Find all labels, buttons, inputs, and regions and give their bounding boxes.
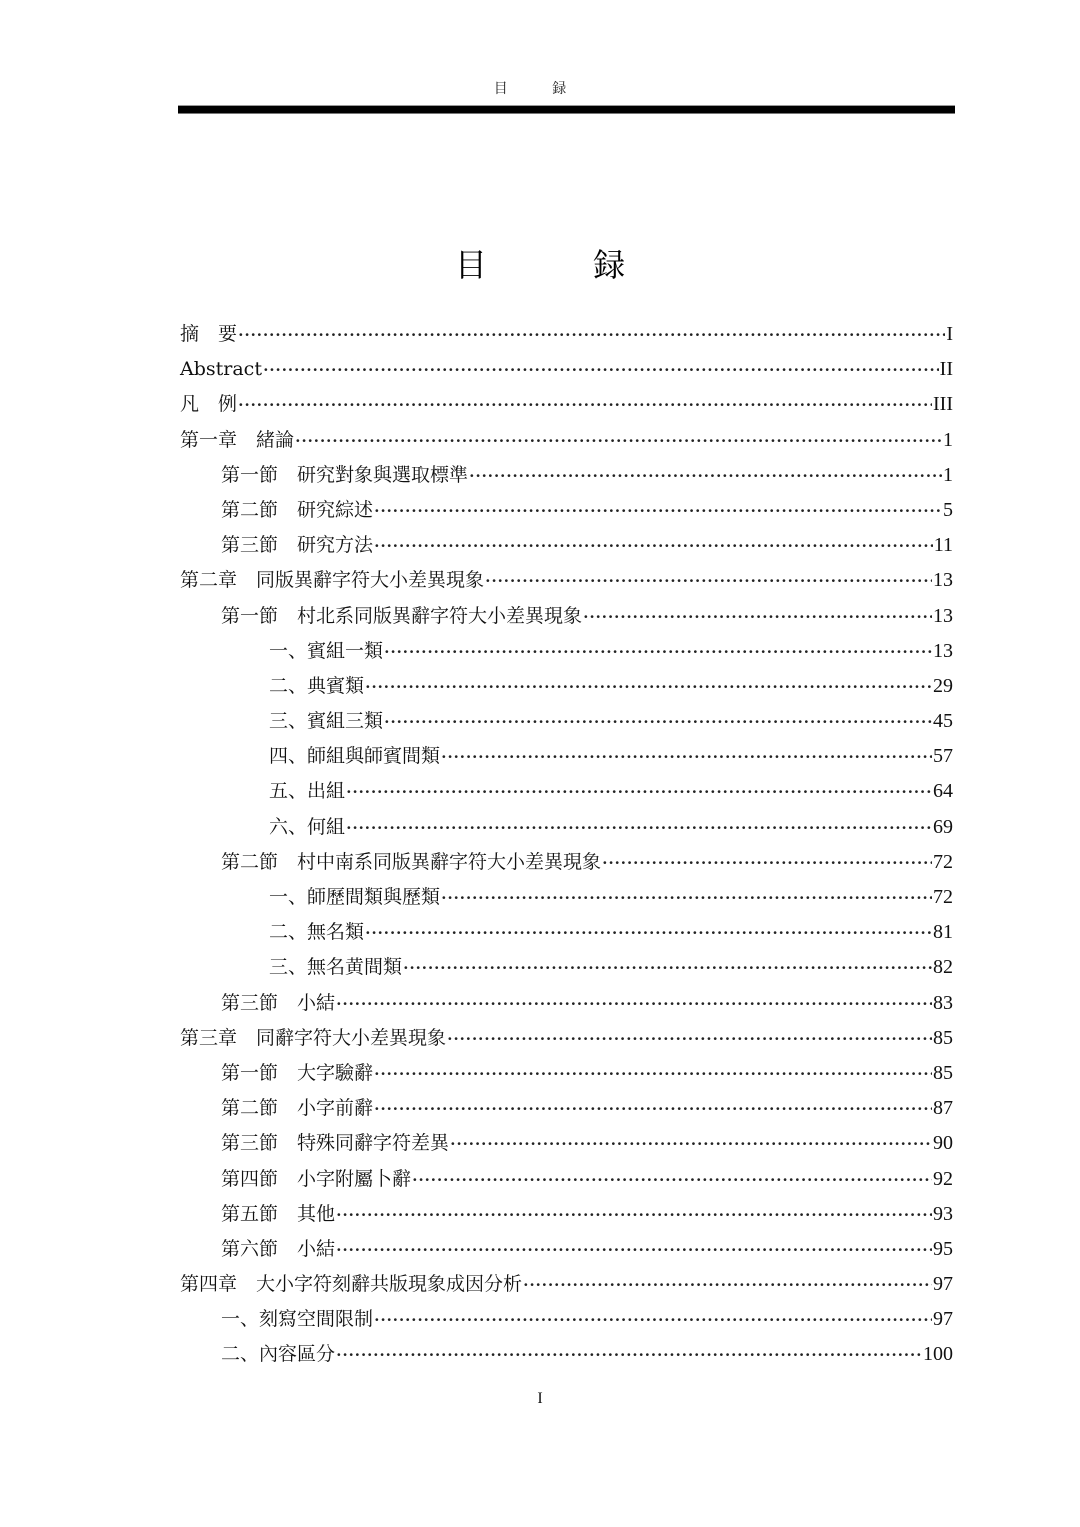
- toc-entry-number: 二、: [269, 674, 308, 697]
- toc-entry-number: 三、: [269, 956, 308, 979]
- toc-entry[interactable]: [180, 1197, 953, 1232]
- toc-entry-page: 45: [933, 710, 953, 733]
- toc-entry-title: 小字前辭: [297, 1097, 374, 1120]
- toc-entry-label: [221, 1162, 411, 1197]
- toc-entry-title: 無名黄間類: [307, 956, 403, 979]
- toc-entry-title: 緒論: [256, 428, 295, 451]
- toc-entry-page: 81: [933, 921, 953, 944]
- toc-entry-title: 大小字符刻辭共版現象成因分析: [256, 1273, 523, 1296]
- toc-entry[interactable]: [180, 1337, 953, 1372]
- toc-entry-title: 師歷間類與歷類: [307, 886, 441, 908]
- toc-entry-label: [221, 1056, 373, 1091]
- toc-entry-title: 賓組一類: [307, 639, 384, 662]
- toc-entry-title: 內容區分: [259, 1343, 336, 1366]
- toc-entry[interactable]: [180, 317, 953, 352]
- dot-leader: [384, 704, 932, 739]
- toc-entry-number: 第三節: [221, 534, 279, 557]
- toc-entry-number: 第六節: [221, 1237, 279, 1260]
- dot-leader: [295, 423, 942, 458]
- toc-entry-number: 六、: [269, 815, 308, 838]
- toc-entry-number: 凡: [180, 393, 200, 416]
- toc-entry-title: 同辭字符大小差異現象: [256, 1026, 447, 1049]
- dot-leader: [336, 1337, 922, 1372]
- toc-entry-number: 第一節: [221, 604, 279, 627]
- toc-entry-title: 賓組三類: [307, 710, 384, 733]
- toc-entry[interactable]: [180, 810, 953, 845]
- table-of-contents: [180, 317, 953, 1373]
- toc-entry-label: [221, 528, 373, 563]
- toc-entry-gap: [278, 528, 297, 563]
- dot-leader: [336, 1197, 932, 1232]
- toc-entry-label: [269, 880, 440, 915]
- toc-entry-number: 三、: [269, 710, 308, 733]
- toc-entry-number: 摘: [180, 323, 200, 345]
- dot-leader: [365, 915, 932, 950]
- toc-entry-page: 13: [933, 604, 953, 627]
- toc-entry[interactable]: [180, 634, 953, 669]
- toc-entry-gap: [278, 1197, 297, 1232]
- toc-entry-title: 同版異辭字符大小差異現象: [256, 569, 485, 592]
- toc-entry-gap: [237, 1021, 256, 1056]
- toc-entry[interactable]: [180, 1091, 953, 1126]
- toc-entry-label: [180, 352, 262, 387]
- toc-entry[interactable]: [180, 563, 953, 598]
- toc-entry-page: III: [933, 393, 953, 416]
- toc-entry[interactable]: [180, 739, 953, 774]
- toc-entry-page: 93: [933, 1202, 953, 1225]
- toc-entry[interactable]: [180, 915, 953, 950]
- toc-entry-label: [269, 634, 383, 669]
- dot-leader: [450, 1126, 932, 1161]
- toc-entry-number: 第一節: [221, 463, 279, 486]
- toc-entry-page: 5: [943, 498, 953, 521]
- dot-leader: [374, 528, 933, 563]
- toc-entry[interactable]: [180, 1162, 953, 1197]
- toc-entry[interactable]: [180, 704, 953, 739]
- toc-entry-page: 92: [933, 1167, 953, 1190]
- toc-entry-title: 研究方法: [297, 534, 374, 557]
- dot-leader: [263, 352, 939, 387]
- toc-entry-number: 一、: [269, 886, 308, 908]
- toc-entry-title: 小結: [297, 991, 336, 1014]
- toc-entry[interactable]: [180, 1056, 953, 1091]
- dot-leader: [485, 563, 932, 598]
- toc-entry-title: 例: [218, 393, 238, 416]
- toc-entry-page: 57: [933, 745, 953, 768]
- toc-entry-label: [221, 1302, 373, 1337]
- toc-entry[interactable]: [180, 528, 953, 563]
- toc-entry-title: 小結: [297, 1237, 336, 1260]
- toc-entry-title: 特殊同辭字符差異: [297, 1132, 450, 1155]
- toc-entry-label: [221, 1091, 373, 1126]
- toc-entry-title: 其他: [297, 1202, 336, 1225]
- toc-entry-number: 第一節: [221, 1061, 279, 1084]
- toc-entry-label: [221, 1126, 449, 1161]
- toc-entry[interactable]: [180, 1021, 953, 1056]
- toc-entry-label: [180, 1021, 446, 1056]
- toc-entry-page: 90: [933, 1132, 953, 1155]
- toc-entry-label: [221, 986, 335, 1021]
- toc-entry-label: [221, 493, 373, 528]
- header-rule-thin: [178, 113, 955, 114]
- toc-entry-number: 第二章: [180, 569, 238, 592]
- dot-leader: [602, 845, 932, 880]
- toc-entry-label: [180, 423, 294, 458]
- toc-entry-number: 二、: [221, 1343, 260, 1366]
- toc-entry-page: 87: [933, 1097, 953, 1120]
- toc-entry-label: [221, 1232, 335, 1267]
- toc-entry-gap: [278, 1091, 297, 1126]
- toc-entry-title: 村中南系同版異辭字符大小差異現象: [297, 850, 602, 873]
- toc-entry-label: [180, 1267, 522, 1302]
- toc-entry-label: [269, 739, 440, 774]
- toc-entry-page: 1: [943, 428, 953, 451]
- toc-entry-page: I: [946, 323, 953, 345]
- dot-leader: [336, 1232, 932, 1267]
- dot-leader: [523, 1267, 932, 1302]
- running-header-title: 目 録: [493, 81, 587, 97]
- toc-entry-gap: [278, 493, 297, 528]
- toc-entry-label: [269, 774, 345, 809]
- toc-entry-label: [180, 563, 484, 598]
- toc-entry-page: 83: [933, 991, 953, 1014]
- toc-entry[interactable]: [180, 1267, 953, 1302]
- toc-entry-label: [269, 810, 345, 845]
- toc-entry-number: 四、: [269, 745, 308, 768]
- toc-entry-page: 85: [933, 1026, 953, 1049]
- toc-entry[interactable]: [180, 423, 953, 458]
- toc-entry-title: 典賓類: [307, 674, 365, 697]
- toc-entry-title: 村北系同版異辭字符大小差異現象: [297, 604, 583, 627]
- toc-entry-page: 13: [933, 569, 953, 592]
- toc-entry-gap: [199, 317, 218, 352]
- toc-entry-page: 82: [933, 956, 953, 979]
- toc-entry-title: 小字附屬卜辭: [297, 1167, 412, 1190]
- toc-entry[interactable]: [180, 387, 953, 422]
- dot-leader: [374, 1056, 932, 1091]
- toc-entry[interactable]: [180, 774, 953, 809]
- dot-leader: [374, 493, 942, 528]
- toc-entry-label: [221, 1337, 335, 1372]
- toc-entry-gap: [278, 1056, 297, 1091]
- dot-leader: [447, 1021, 932, 1056]
- toc-entry-number: 第一章: [180, 428, 238, 451]
- page-number: I: [537, 1390, 543, 1407]
- dot-leader: [441, 739, 932, 774]
- toc-entry-page: 97: [933, 1273, 953, 1296]
- toc-entry[interactable]: [180, 1232, 953, 1267]
- toc-entry-page: 69: [933, 815, 953, 838]
- toc-entry-page: 72: [933, 850, 953, 873]
- toc-entry-label: [221, 845, 601, 880]
- toc-entry[interactable]: [180, 458, 953, 493]
- toc-entry-title: 研究綜述: [297, 498, 374, 521]
- toc-entry-gap: [278, 1126, 297, 1161]
- toc-entry-number: 第四節: [221, 1167, 279, 1190]
- toc-entry-number: 五、: [269, 780, 308, 803]
- toc-entry-title: Abstract: [180, 358, 262, 381]
- toc-entry-title: 要: [218, 323, 238, 345]
- toc-entry-title: 研究對象與選取標準: [297, 463, 469, 486]
- toc-entry[interactable]: [180, 352, 953, 387]
- toc-entry-gap: [278, 1162, 297, 1197]
- toc-entry-gap: [278, 845, 297, 880]
- toc-entry-page: 64: [933, 780, 953, 803]
- toc-entry-gap: [278, 599, 297, 634]
- toc-entry-label: [221, 599, 582, 634]
- toc-entry-gap: [237, 1267, 256, 1302]
- toc-entry-label: [269, 950, 402, 985]
- dot-leader: [346, 774, 932, 809]
- dot-leader: [469, 458, 942, 493]
- toc-entry-label: [221, 1197, 335, 1232]
- toc-entry-label: [180, 317, 237, 352]
- toc-entry[interactable]: [180, 493, 953, 528]
- toc-entry-page: 100: [923, 1343, 953, 1366]
- toc-entry-gap: [237, 423, 256, 458]
- toc-entry-label: [269, 915, 364, 950]
- toc-entry-number: 第四章: [180, 1273, 238, 1296]
- toc-entry-title: 師組與師賓間類: [307, 745, 441, 768]
- dot-leader: [384, 634, 932, 669]
- toc-entry-label: [269, 704, 383, 739]
- dot-leader: [412, 1162, 932, 1197]
- toc-entry-page: 72: [933, 886, 953, 908]
- toc-entry-title: 無名類: [307, 921, 365, 944]
- toc-entry-page: 13: [933, 639, 953, 662]
- toc-entry-title: 大字驗辭: [297, 1061, 374, 1084]
- toc-entry-number: 一、: [221, 1308, 260, 1331]
- toc-entry-page: II: [939, 358, 953, 381]
- toc-entry-gap: [278, 986, 297, 1021]
- toc-entry[interactable]: [180, 1126, 953, 1161]
- toc-entry-label: [269, 669, 364, 704]
- toc-entry-gap: [278, 458, 297, 493]
- dot-leader: [374, 1091, 932, 1126]
- toc-entry-title: 出組: [307, 780, 346, 803]
- toc-entry-number: 二、: [269, 921, 308, 944]
- toc-entry-number: 第三節: [221, 991, 279, 1014]
- toc-entry[interactable]: [180, 950, 953, 985]
- page-title: 目 録: [454, 246, 674, 284]
- dot-leader: [441, 880, 932, 915]
- toc-entry-page: 85: [933, 1061, 953, 1084]
- toc-entry[interactable]: [180, 880, 953, 915]
- toc-entry-title: 何組: [307, 815, 346, 838]
- toc-entry-number: 第三節: [221, 1132, 279, 1155]
- toc-entry-page: 11: [933, 534, 953, 557]
- toc-entry[interactable]: [180, 599, 953, 634]
- toc-entry-page: 95: [933, 1237, 953, 1260]
- toc-entry[interactable]: [180, 1302, 953, 1337]
- toc-entry-number: 第三章: [180, 1026, 238, 1049]
- toc-entry-gap: [199, 387, 218, 422]
- toc-entry-page: 97: [933, 1308, 953, 1331]
- dot-leader: [238, 387, 932, 422]
- toc-entry-number: 第二節: [221, 850, 279, 873]
- dot-leader: [365, 669, 932, 704]
- toc-entry[interactable]: [180, 845, 953, 880]
- dot-leader: [583, 599, 932, 634]
- toc-entry-number: 第二節: [221, 1097, 279, 1120]
- dot-leader: [336, 986, 932, 1021]
- dot-leader: [403, 950, 932, 985]
- toc-entry[interactable]: [180, 669, 953, 704]
- dot-leader: [346, 810, 932, 845]
- toc-entry-number: 一、: [269, 639, 308, 662]
- toc-entry-label: [221, 458, 468, 493]
- toc-entry-page: 29: [933, 674, 953, 697]
- toc-entry-label: [180, 387, 237, 422]
- toc-entry-gap: [237, 563, 256, 598]
- toc-entry-page: 1: [943, 463, 953, 486]
- toc-entry-gap: [278, 1232, 297, 1267]
- toc-entry-number: 第五節: [221, 1202, 279, 1225]
- dot-leader: [374, 1302, 932, 1337]
- toc-entry-number: 第二節: [221, 498, 279, 521]
- dot-leader: [238, 317, 945, 352]
- toc-entry-title: 刻寫空間限制: [259, 1308, 374, 1331]
- toc-entry[interactable]: [180, 986, 953, 1021]
